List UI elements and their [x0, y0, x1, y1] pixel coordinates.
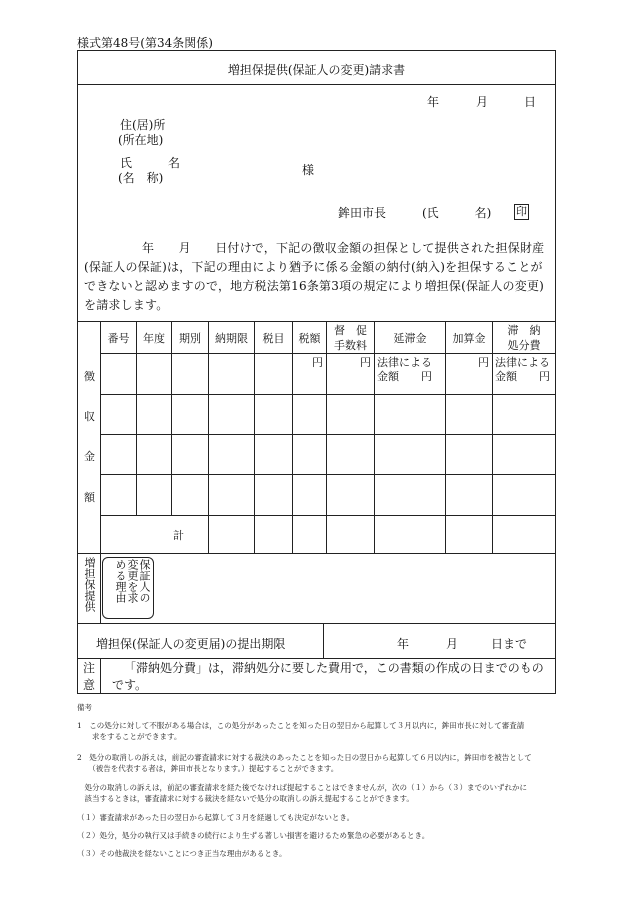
header-number: 番号	[107, 332, 130, 345]
header-period: 期別	[179, 332, 201, 345]
date-day: 日	[524, 95, 537, 109]
date-month: 月	[476, 95, 489, 109]
header-fiscal-year: 年度	[143, 332, 165, 345]
total-label: 計	[173, 529, 184, 542]
remark-line-9: （３）その他裁決を経ないことにつき正当な理由があるとき。	[77, 849, 287, 858]
remarks-heading: 備考	[77, 703, 92, 712]
side-label-1: 徴	[84, 370, 95, 383]
remark-line-3: 2 処分の取消しの訴えは，前記の審査請求に対する裁決のあったことを知った日の翌日から起算して６月以内に，鉾田市を被告として	[77, 753, 532, 762]
deadline-month: 月	[446, 637, 459, 651]
header-tax-amount: 税額	[298, 332, 321, 345]
honorific: 様	[302, 163, 315, 177]
remark-line-2: 求をすることができます。	[77, 732, 182, 741]
guarantee-label: 増担保提供	[83, 557, 96, 612]
remark-line-6: 該当するときは，審査請求に対する裁決を経ないで処分の取消しの訴え提起することができます。	[77, 794, 414, 803]
deadline-year: 年	[397, 637, 410, 651]
seal-mark: 印	[516, 205, 527, 218]
header-fee: 手数料	[334, 339, 367, 352]
form-title: 増担保提供(保証人の変更)請求書	[227, 63, 406, 77]
header-disposition: 滞 納	[507, 324, 541, 337]
reason-label: 保証人の変更を求める理由	[114, 559, 151, 603]
header-tax-item: 税目	[262, 332, 285, 345]
header-disposition-fee: 処分費	[507, 339, 541, 352]
disposition-legal-2: 金額 円	[495, 370, 550, 383]
header-reminder: 督 促	[334, 324, 367, 337]
name-label: 氏 名	[120, 156, 181, 170]
side-label-4: 額	[84, 491, 95, 504]
address-sub-label: (所在地)	[118, 133, 164, 147]
form-number: 様式第48号(第34条関係)	[77, 36, 213, 50]
name-sub-label: (名 称)	[118, 171, 164, 185]
yen-fee: 円	[360, 356, 371, 369]
delinquency-legal-2: 金額 円	[377, 370, 432, 383]
deadline-label: 増担保(保証人の変更届)の提出期限	[96, 637, 286, 651]
side-label-3: 金	[84, 450, 95, 463]
delinquency-legal-1: 法律による	[377, 356, 432, 369]
header-surcharge: 加算金	[452, 332, 486, 345]
remark-line-8: （２）処分，処分の執行又は手続きの続行により生ずる著しい損害を避けるため緊急の必要があるとき。	[77, 831, 430, 840]
mayor-title: 鉾田市長	[338, 206, 387, 220]
header-delinquency: 延滞金	[393, 332, 427, 345]
yen-tax: 円	[312, 356, 323, 369]
date-year: 年	[427, 95, 440, 109]
disposition-legal-1: 法律による	[495, 356, 550, 369]
remark-line-4: （被告を代表する者は，鉾田市長となります。）提起することができます。	[77, 764, 339, 773]
yen-surcharge: 円	[478, 356, 489, 369]
header-due-date: 納期限	[215, 332, 248, 345]
request-form	[77, 50, 556, 694]
note-label: 注意	[83, 661, 96, 692]
remark-line-7: （１）審査請求があった日の翌日から起算して３月を経過しても決定がないとき。	[77, 813, 355, 822]
remark-line-5: 処分の取消しの訴えは，前記の審査請求を経た後でなければ提起することはできませんが，次の（１）から（３）までのいずれかに	[77, 783, 527, 792]
request-body: 年 月 日付けで，下記の徴収金額の担保として提供された担保財産(保証人の保証)は，下記の理由により猶予に係る金額の納付(納入)を担保することができないと認めますので，地方税法第16条第3項の規定により増担保(保証人の変更)を請求します。	[84, 241, 545, 312]
mayor-name: (氏 名)	[422, 206, 492, 220]
address-label: 住(居)所	[120, 118, 166, 132]
side-label-2: 収	[84, 410, 95, 423]
remark-line-1: 1 この処分に対して不服がある場合は，この処分があったことを知った日の翌日から起算して３月以内に，鉾田市長に対して審査請	[77, 721, 525, 730]
deadline-until: 日まで	[491, 637, 528, 651]
note-text: 「滞納処分費」は，滞納処分に要した費用で，この書類の作成の日までのものです。	[112, 661, 544, 692]
